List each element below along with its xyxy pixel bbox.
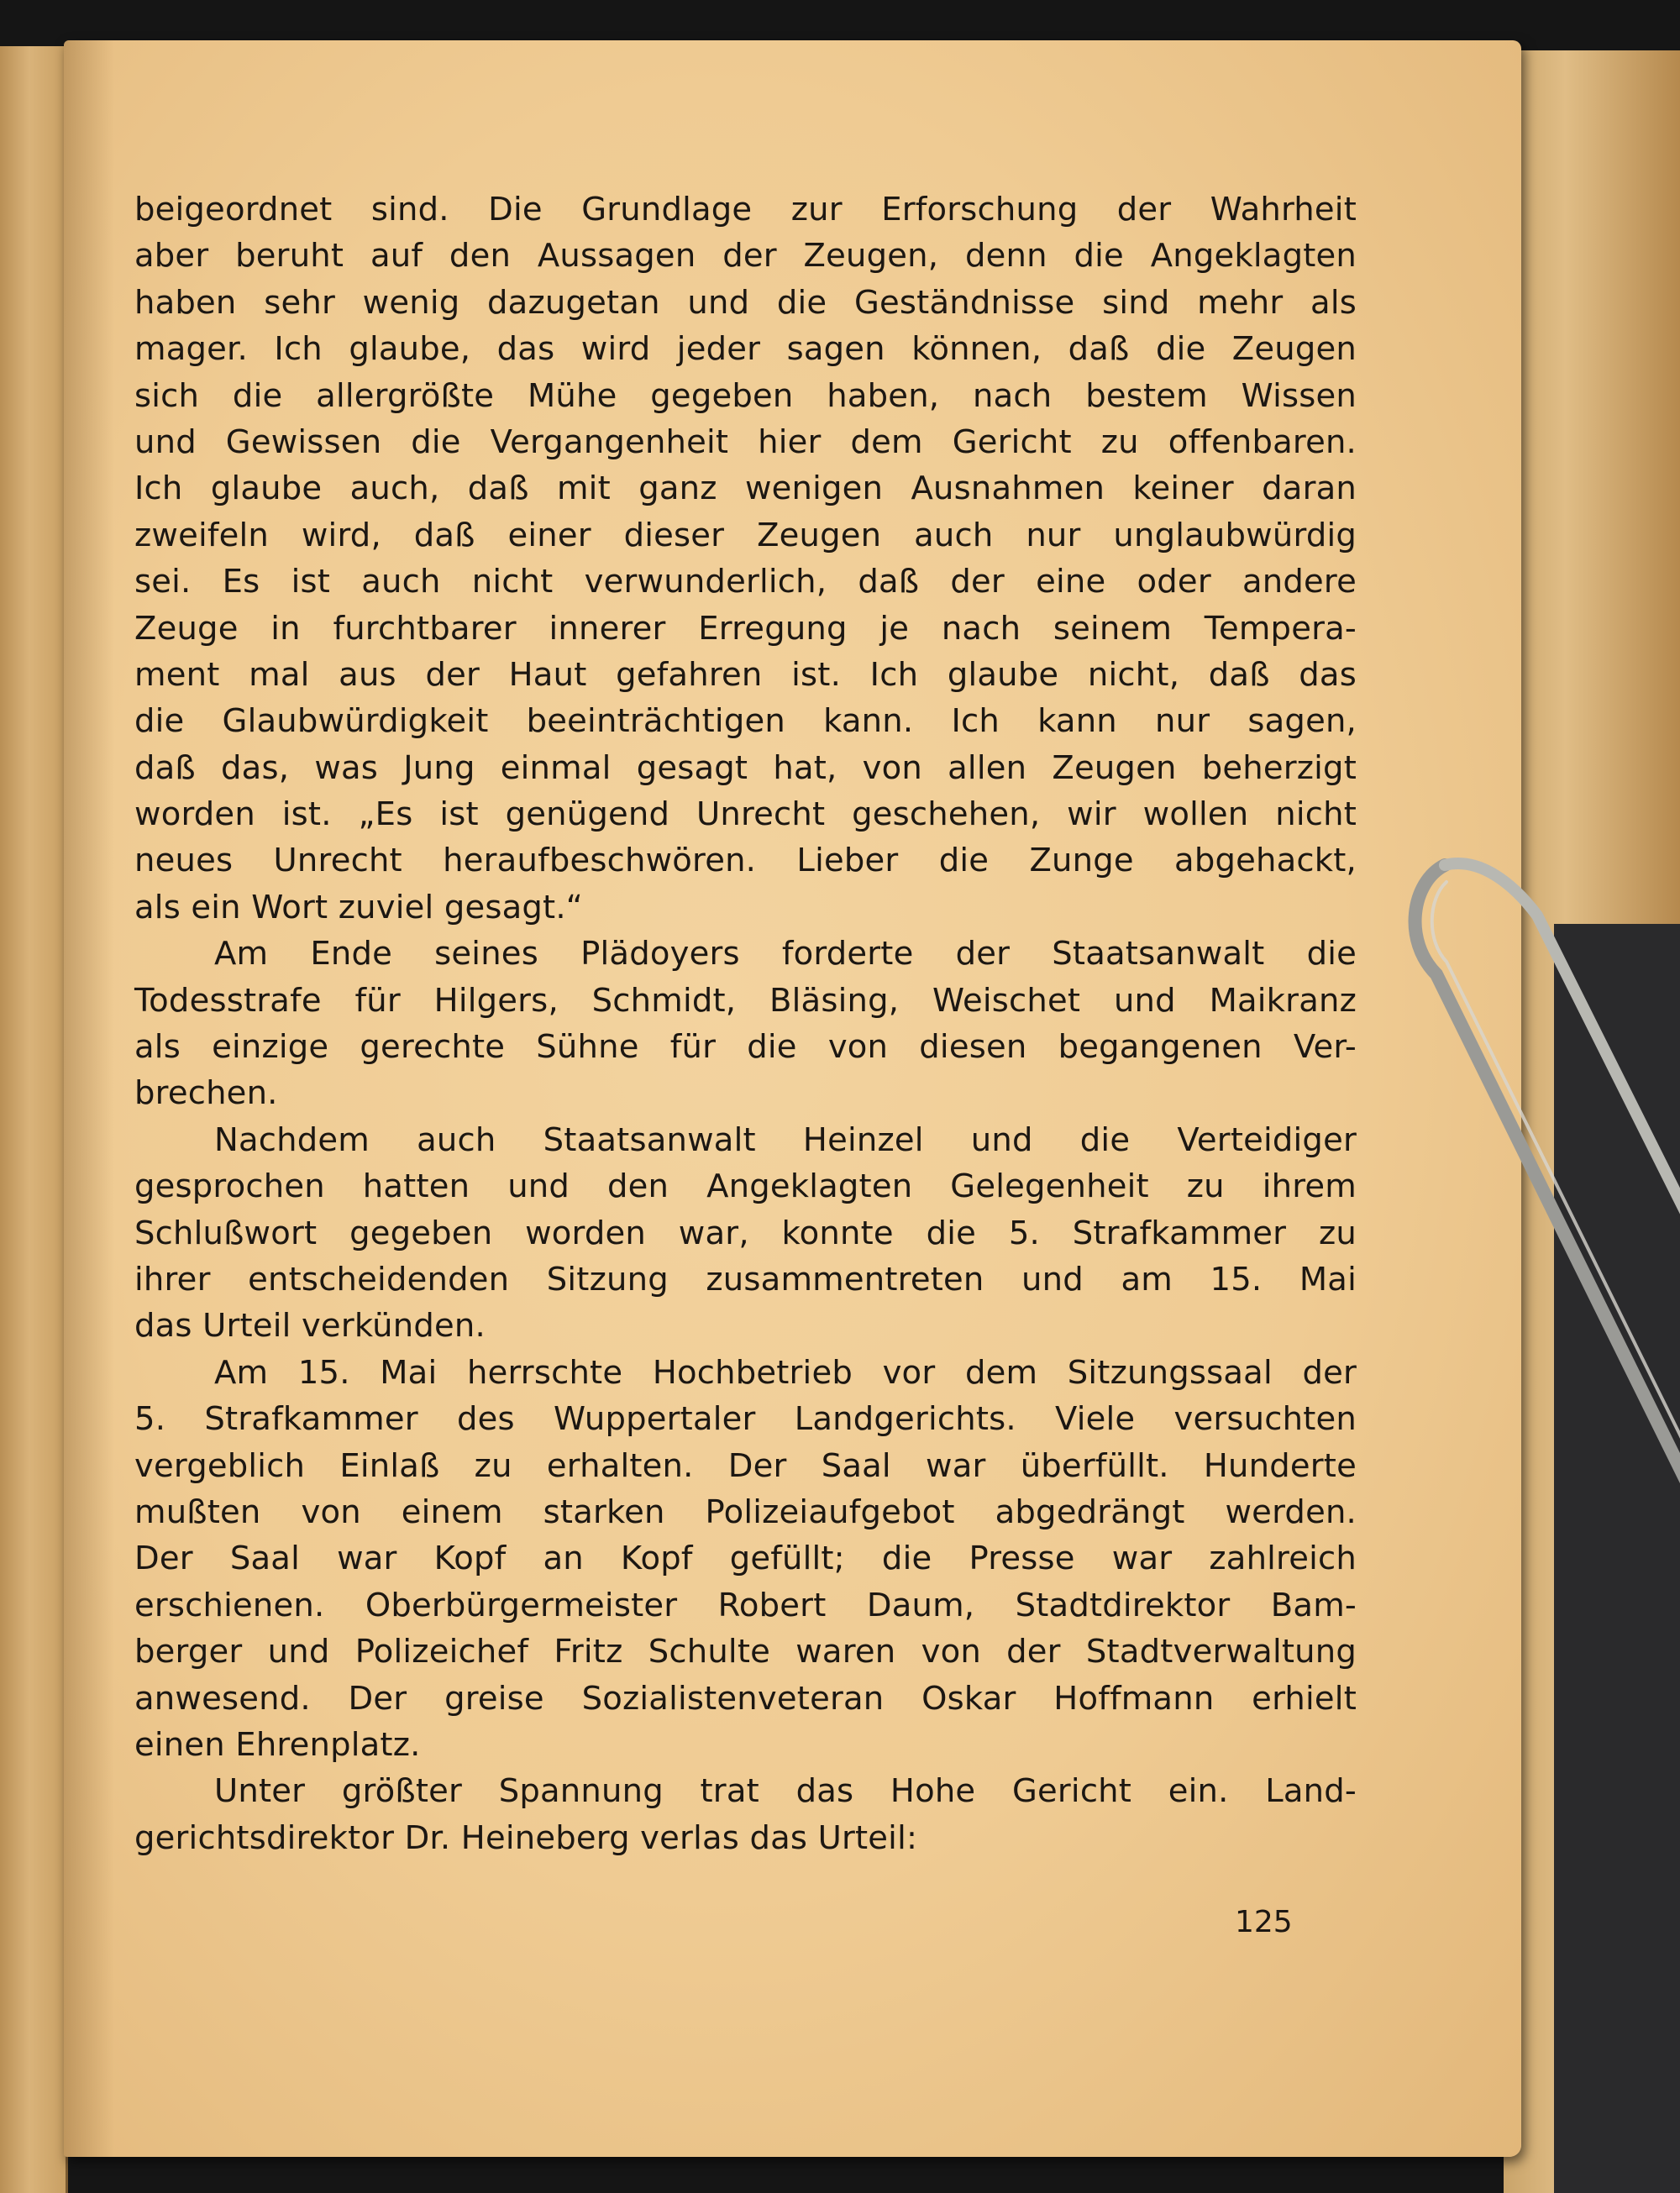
text-line: Der Saal war Kopf an Kopf gefüllt; die Presse war zahlreich — [134, 1540, 1357, 1578]
text-line: anwesend. Der greise Sozialistenveteran Oskar Hoffmann erhielt — [134, 1679, 1357, 1718]
text-line: einen Ehrenplatz. — [134, 1725, 421, 1764]
text-line: als einzige gerechte Sühne für die von diesen begangenen Ver- — [134, 1028, 1357, 1067]
text-line: ihrer entscheidenden Sitzung zusammentreten und am 15. Mai — [134, 1260, 1357, 1298]
spine-shadow — [64, 40, 114, 2157]
body-text — [134, 186, 1357, 1861]
text-line: ment mal aus der Haut gefahren ist. Ich glaube nicht, daß das — [134, 655, 1357, 694]
text-line: vergeblich Einlaß zu erhalten. Der Saal war überfüllt. Hunderte — [134, 1446, 1357, 1485]
text-line: worden ist. „Es ist genügend Unrecht geschehen, wir wollen nicht — [134, 795, 1357, 834]
text-line: beigeordnet sind. Die Grundlage zur Erforschung der Wahrheit — [134, 191, 1357, 228]
text-line: haben sehr wenig dazugetan und die Geständnisse sind mehr als — [134, 283, 1357, 322]
text-line: daß das, was Jung einmal gesagt hat, von allen Zeugen beherzigt — [134, 748, 1357, 787]
text-line: erschienen. Oberbürgermeister Robert Daum, Stadtdirektor Bam- — [134, 1586, 1357, 1624]
text-line: Am Ende seines Plädoyers forderte der Staatsanwalt die — [214, 935, 1357, 973]
text-line: Ich glaube auch, daß mit ganz wenigen Ausnahmen keiner daran — [134, 470, 1357, 508]
text-line: Zeuge in furchtbarer innerer Erregung je nach seinem Tempera- — [134, 609, 1357, 648]
text-line: mußten von einem starken Polizeiaufgebot abgedrängt werden. — [134, 1493, 1357, 1531]
text-line: Am 15. Mai herrschte Hochbetrieb vor dem Sitzungssaal der — [214, 1353, 1357, 1392]
text-line: Todesstrafe für Hilgers, Schmidt, Bläsing, Weischet und Maikranz — [134, 981, 1357, 1020]
previous-page-edge — [0, 46, 68, 2193]
text-line: 5. Strafkammer des Wuppertaler Landgerichts. Viele versuchten — [134, 1400, 1357, 1439]
text-line: gerichtsdirektor Dr. Heineberg verlas das Urteil: — [134, 1818, 918, 1857]
text-line: Schlußwort gegeben worden war, konnte die 5. Strafkammer zu — [134, 1214, 1357, 1252]
text-line: sei. Es ist auch nicht verwunderlich, daß der eine oder andere — [134, 563, 1357, 601]
page-number: 125 — [1235, 1905, 1293, 1939]
text-line: Unter größter Spannung trat das Hohe Gericht ein. Land- — [214, 1772, 1357, 1811]
text-line: brechen. — [134, 1074, 278, 1113]
text-line: gesprochen hatten und den Angeklagten Gelegenheit zu ihrem — [134, 1167, 1357, 1206]
text-line: mager. Ich glaube, das wird jeder sagen können, daß die Zeugen — [134, 330, 1357, 369]
text-line: das Urteil verkünden. — [134, 1307, 486, 1346]
text-line: die Glaubwürdigkeit beeinträchtigen kann. Ich kann nur sagen, — [134, 702, 1357, 741]
text-line: und Gewissen die Vergangenheit hier dem Gericht zu offenbaren. — [134, 422, 1357, 461]
text-line: Nachdem auch Staatsanwalt Heinzel und die Verteidiger — [214, 1120, 1357, 1159]
text-line: berger und Polizeichef Fritz Schulte waren von der Stadtverwaltung — [134, 1633, 1357, 1671]
text-line: als ein Wort zuviel gesagt.“ — [134, 888, 583, 926]
text-line: aber beruht auf den Aussagen der Zeugen, denn die Angeklagten — [134, 237, 1357, 275]
text-line: zweifeln wird, daß einer dieser Zeugen auch nur unglaubwürdig — [134, 516, 1357, 554]
text-line: neues Unrecht heraufbeschwören. Lieber die Zunge abgehackt, — [134, 842, 1357, 880]
text-line: sich die allergrößte Mühe gegeben haben, nach bestem Wissen — [134, 376, 1357, 415]
book-cover-edge — [1554, 924, 1680, 2193]
